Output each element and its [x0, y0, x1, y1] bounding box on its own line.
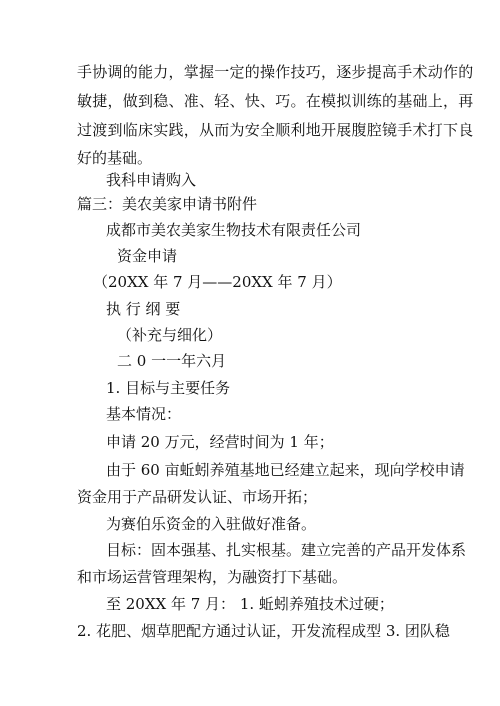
- paragraph-line: 过渡到临床实践，从而为安全顺利地开展腹腔镜手术打下良: [77, 121, 474, 139]
- paragraph-line: 由于 60 亩蚯蚓养殖基地已经建立起来，现向学校申请: [106, 461, 465, 479]
- paragraph-line: 手协调的能力，掌握一定的操作技巧，逐步提高手术动作的: [77, 63, 474, 81]
- paragraph-line: 至 20XX 年 7 月： 1. 蚯蚓养殖技术过硬；: [106, 595, 394, 613]
- paragraph-line: 目标：固本强基、扎实根基。建立完善的产品开发体系: [106, 541, 467, 559]
- paragraph-line: 我科申请购入: [106, 171, 197, 189]
- subtitle-note: （补充与细化）: [117, 326, 223, 344]
- section-heading: 篇三：美农美家申请书附件: [77, 195, 258, 213]
- paragraph-line: 2. 花肥、烟草肥配方通过认证，开发流程成型 3. 团队稳: [77, 622, 450, 640]
- paragraph-line: 好的基础。: [77, 149, 153, 167]
- paragraph-line: 为赛伯乐资金的入驻做好准备。: [106, 515, 317, 533]
- paragraph-line: 敏捷，做到稳、准、轻、快、巧。在模拟训练的基础上，再: [77, 92, 474, 110]
- paragraph-line: 资金用于产品研发认证、市场开拓；: [77, 488, 318, 506]
- section-heading: 1. 目标与主要任务: [106, 379, 231, 397]
- document-title: 资金申请: [117, 247, 178, 265]
- company-name: 成都市美农美家生物技术有限责任公司: [106, 221, 362, 239]
- paragraph-line: 申请 20 万元，经营时间为 1 年；: [106, 433, 334, 451]
- document-subtitle: 执 行 纲 要: [106, 300, 181, 318]
- document-date: 二 0 一一年六月: [117, 352, 227, 370]
- paragraph-line: 和市场运营管理架构，为融资打下基础。: [77, 568, 348, 586]
- subsection-heading: 基本情况：: [106, 405, 182, 423]
- date-range: （20XX 年 7 月——20XX 年 7 月）: [93, 273, 342, 291]
